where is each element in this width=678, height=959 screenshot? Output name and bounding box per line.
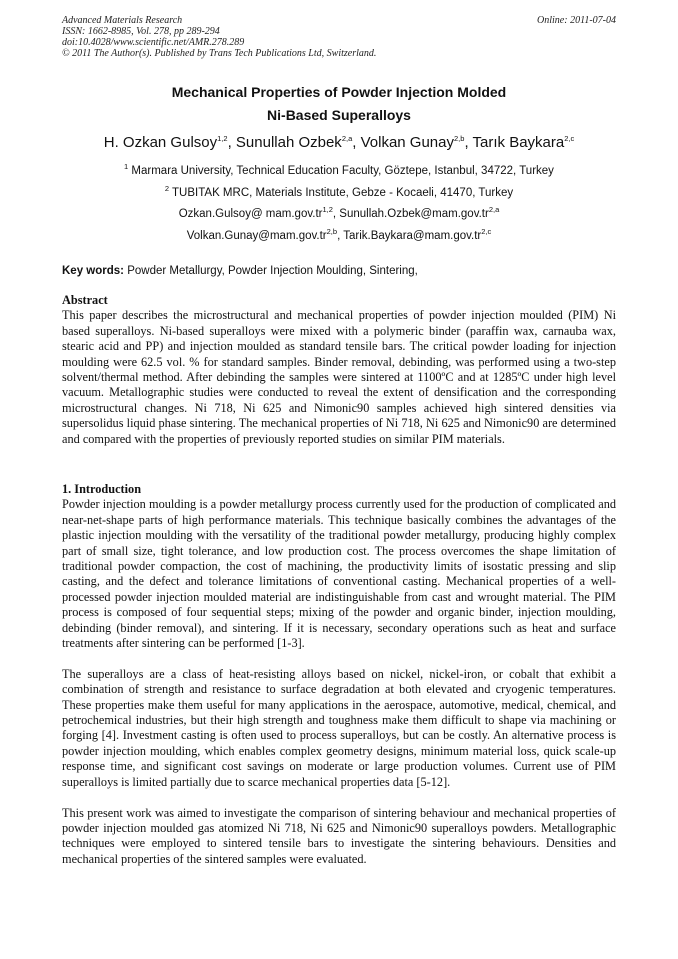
affiliation-text: TUBITAK MRC, Materials Institute, Gebze - Kocaeli, 41470, Turkey bbox=[172, 186, 514, 199]
title-line-1: Mechanical Properties of Powder Injection Molded bbox=[171, 84, 507, 100]
author-affiliation-mark: 2,b bbox=[454, 134, 465, 143]
author-name: H. Ozkan Gulsoy bbox=[103, 134, 218, 151]
affiliation-1 bbox=[62, 161, 616, 183]
introduction-section bbox=[62, 482, 616, 867]
author-email: Volkan.Gunay@mam.gov.tr bbox=[186, 229, 327, 242]
email-line-2: Volkan.Gunay@mam.gov.tr$^{2,b}$, Tarik.Baykara@mam.gov.tr$^{2,c}$ bbox=[186, 226, 492, 242]
email-mark: 2,a bbox=[488, 205, 500, 215]
keywords-text: Powder Metallurgy, Powder Injection Moulding, Sintering, bbox=[127, 265, 418, 277]
doi-line: doi:10.4028/www.scientific.net/AMR.278.289 bbox=[62, 37, 245, 48]
affiliation-mark: 2 bbox=[164, 183, 170, 193]
issn-line: ISSN: 1662-8985, Vol. 278, pp 289-294 bbox=[62, 26, 220, 37]
introduction-paragraph-2: The superalloys are a class of heat-resisting alloys based on nickel, nickel-iron, or cobalt that exhibit a combination of strength and resistance to surface degradation at both elevated and cryogenic temperatures. These properties make them useful for many applications in the aerospace, automotive, medical, chemical, and petrochemical industries, but their high strength and toughness make them difficult to shape via machining or forging [4]. Investment casting is often used to process superalloys, but can be costly. An alternative process is powder injection moulding, which enables complex geometry designs, minimum material loss, quick scale-up response time, and significant cost savings on moderate or large production volumes. Current use of PIM superalloys is limited partially due to scarce mechanical properties data [5-12]. bbox=[62, 666, 616, 789]
email-line-1: Ozkan.Gulsoy@ mam.gov.tr$^{1,2}$, Sunullah.Ozbek@mam.gov.tr$^{2,a}$ bbox=[178, 205, 500, 220]
keywords bbox=[62, 264, 616, 278]
abstract-text: This paper describes the microstructural and mechanical properties of powder injection moulded (PIM) Ni based superalloys. Ni-based superalloys were mixed with a polymeric binder (paraffin wax, carnauba wax, stearic acid and PP) and injection moulded as standard tensile bars. The critical powder loading for injection moulding were 62.5 vol. % for standard samples. Binder removal, debinding, was performed using a two-step solvent/thermal method. After debinding the samples were sintered at 1100ºC and at 1285ºC under high level vacuum. Metallographic studies were conducted to reveal the extent of densification and the corresponding microstructural changes. Ni 718, Ni 625 and Nimonic90 samples achieved high sintered densities via supersolidus liquid phase sintering. The mechanical properties of Ni 718, Ni 625 and Nimonic90 are determined and compared with the properties of previously reported studies on similar PIM materials. bbox=[62, 308, 616, 446]
author-name: Sunullah Ozbek bbox=[235, 134, 342, 151]
email-mark: 2,b bbox=[326, 226, 338, 236]
affiliations bbox=[62, 161, 616, 247]
introduction-paragraph-3: This present work was aimed to investigate the comparison of sintering behaviour and mechanical properties of powder injection moulded gas atomized Ni 718, Ni 625 and Nimonic90 superalloys powders. Metallographic techniques were employed to sintered tensile bars to investigate the sintering behaviours. Densities and mechanical properties of the sintered samples were evaluated. bbox=[62, 805, 616, 866]
author-name: Volkan Gunay bbox=[360, 134, 454, 151]
author-affiliation-mark: 2,a bbox=[341, 134, 353, 143]
author-email: Ozkan.Gulsoy@ mam.gov.tr bbox=[178, 208, 323, 220]
abstract-heading: Abstract bbox=[62, 293, 108, 307]
email-mark: 2,c bbox=[481, 226, 492, 236]
author-list: H. Ozkan Gulsoy$^{1,2}$, Sunullah Ozbek$^{2,a}$, Volkan Gunay$^{2,b}$, Tarık Baykara$^{2,c}$ bbox=[103, 134, 575, 151]
author-affiliation-mark: 1,2 bbox=[217, 134, 228, 143]
copyright-line: © 2011 The Author(s). Published by Trans Tech Publications Ltd, Switzerland. bbox=[62, 48, 377, 59]
abstract-section bbox=[62, 293, 616, 447]
journal-name: Advanced Materials Research bbox=[62, 15, 183, 26]
keywords-label: Key words: bbox=[62, 265, 124, 277]
affiliation-mark: 1 bbox=[124, 162, 129, 172]
author-name: Tarık Baykara bbox=[472, 134, 565, 151]
author-affiliation-mark: 2,c bbox=[564, 134, 575, 143]
introduction-heading: 1. Introduction bbox=[62, 482, 142, 496]
author-email: Tarik.Baykara@mam.gov.tr bbox=[343, 229, 482, 242]
journal-header bbox=[62, 15, 616, 59]
introduction-paragraph-1: Powder injection moulding is a powder metallurgy process currently used for the production of complicated and near-net-shape parts of high performance materials. This technique basically combines the advantages of the plastic injection moulding with the versatility of the traditional powder metallurgy, producing highly complex part of small size, tight tolerance, and low production cost. The process overcomes the shape limitation of traditional powder compaction, the cost of machining, the productivity limits of isostatic pressing and slip casting, and the defect and tolerance limitations of conventional casting. Mechanical properties of a well-processed powder injection moulded material are indistinguishable from cast and wrought material. The PIM process is composed of four sequential steps; mixing of the powder and organic binder, injection moulding, debinding (binder removal), and sintering. If it is necessary, secondary operations such as heat and surface treatments after sintering can be performed [1-3]. bbox=[62, 497, 616, 651]
paper-title bbox=[62, 81, 616, 127]
online-date: Online: 2011-07-04 bbox=[537, 15, 616, 26]
affiliation-2 bbox=[62, 183, 616, 205]
affiliation-text: Marmara University, Technical Education Faculty, Göztepe, Istanbul, 34722, Turkey bbox=[131, 165, 554, 177]
author-email: Sunullah.Ozbek@mam.gov.tr bbox=[339, 208, 489, 220]
email-mark: 1,2 bbox=[322, 205, 333, 215]
title-line-2: Ni-Based Superalloys bbox=[267, 107, 411, 123]
